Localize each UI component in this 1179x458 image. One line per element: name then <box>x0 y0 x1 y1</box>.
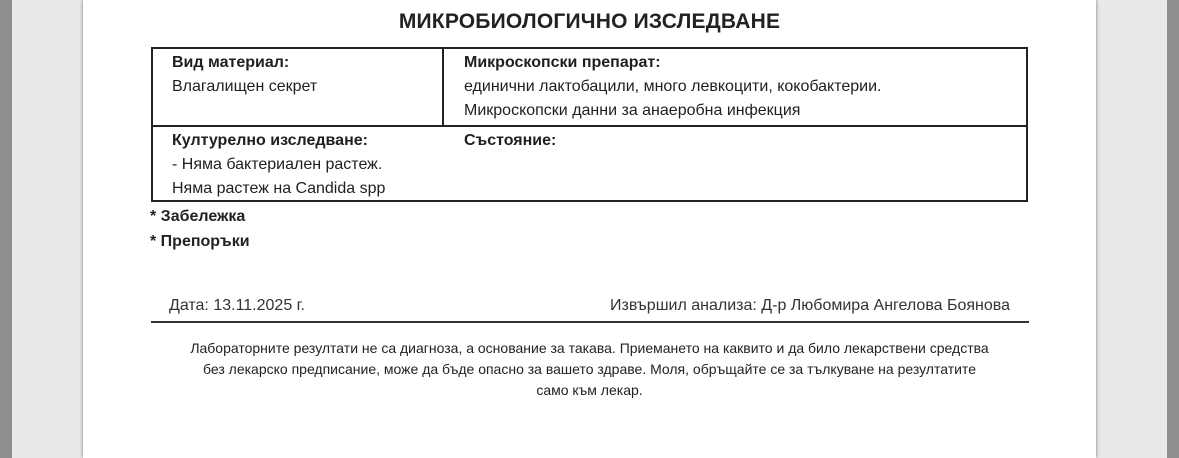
state-cell <box>444 127 1028 200</box>
state-label: Състояние: <box>464 132 557 149</box>
disclaimer-line: Лабораторните резултати не са диагноза, а основание за такава. Приемането на каквито и да било лекарствени средства <box>190 340 989 356</box>
viewer-left-edge <box>0 0 12 458</box>
report-table <box>151 47 1028 202</box>
report-page <box>83 0 1096 458</box>
culture-line: - Няма бактериален растеж. <box>172 156 383 173</box>
culture-label: Културелно изследване: <box>172 132 368 149</box>
microscopy-line: единични лактобацили, много левкоцити, кокобактерии. <box>464 78 882 95</box>
microscopy-line: Микроскопски данни за анаеробна инфекция <box>464 102 801 119</box>
disclaimer-line: без лекарско предписание, може да бъде опасно за вашето здраве. Моля, обръщайте се за тълкуване на резултатите <box>203 361 976 377</box>
remark-note: * Забележка <box>150 208 246 225</box>
report-title: МИКРОБИОЛОГИЧНО ИЗСЛЕДВАНЕ <box>398 10 781 33</box>
culture-line: Няма растеж на Candida spp <box>172 180 386 197</box>
microscopy-cell <box>444 49 1028 127</box>
disclaimer-line: само към лекар. <box>536 382 643 398</box>
material-cell <box>153 49 444 127</box>
culture-cell <box>153 127 444 200</box>
material-value: Влагалищен секрет <box>172 78 318 95</box>
report-date: Дата: 13.11.2025 г. <box>169 297 305 314</box>
footer-divider <box>151 321 1029 323</box>
microscopy-label: Микроскопски препарат: <box>464 54 661 71</box>
disclaimer <box>143 338 1036 401</box>
viewer-right-edge <box>1167 0 1179 458</box>
analyst-name: Извършил анализа: Д-р Любомира Ангелова Боянова <box>610 297 1010 314</box>
recommendations-note: * Препоръки <box>150 233 250 250</box>
material-label: Вид материал: <box>172 54 290 71</box>
